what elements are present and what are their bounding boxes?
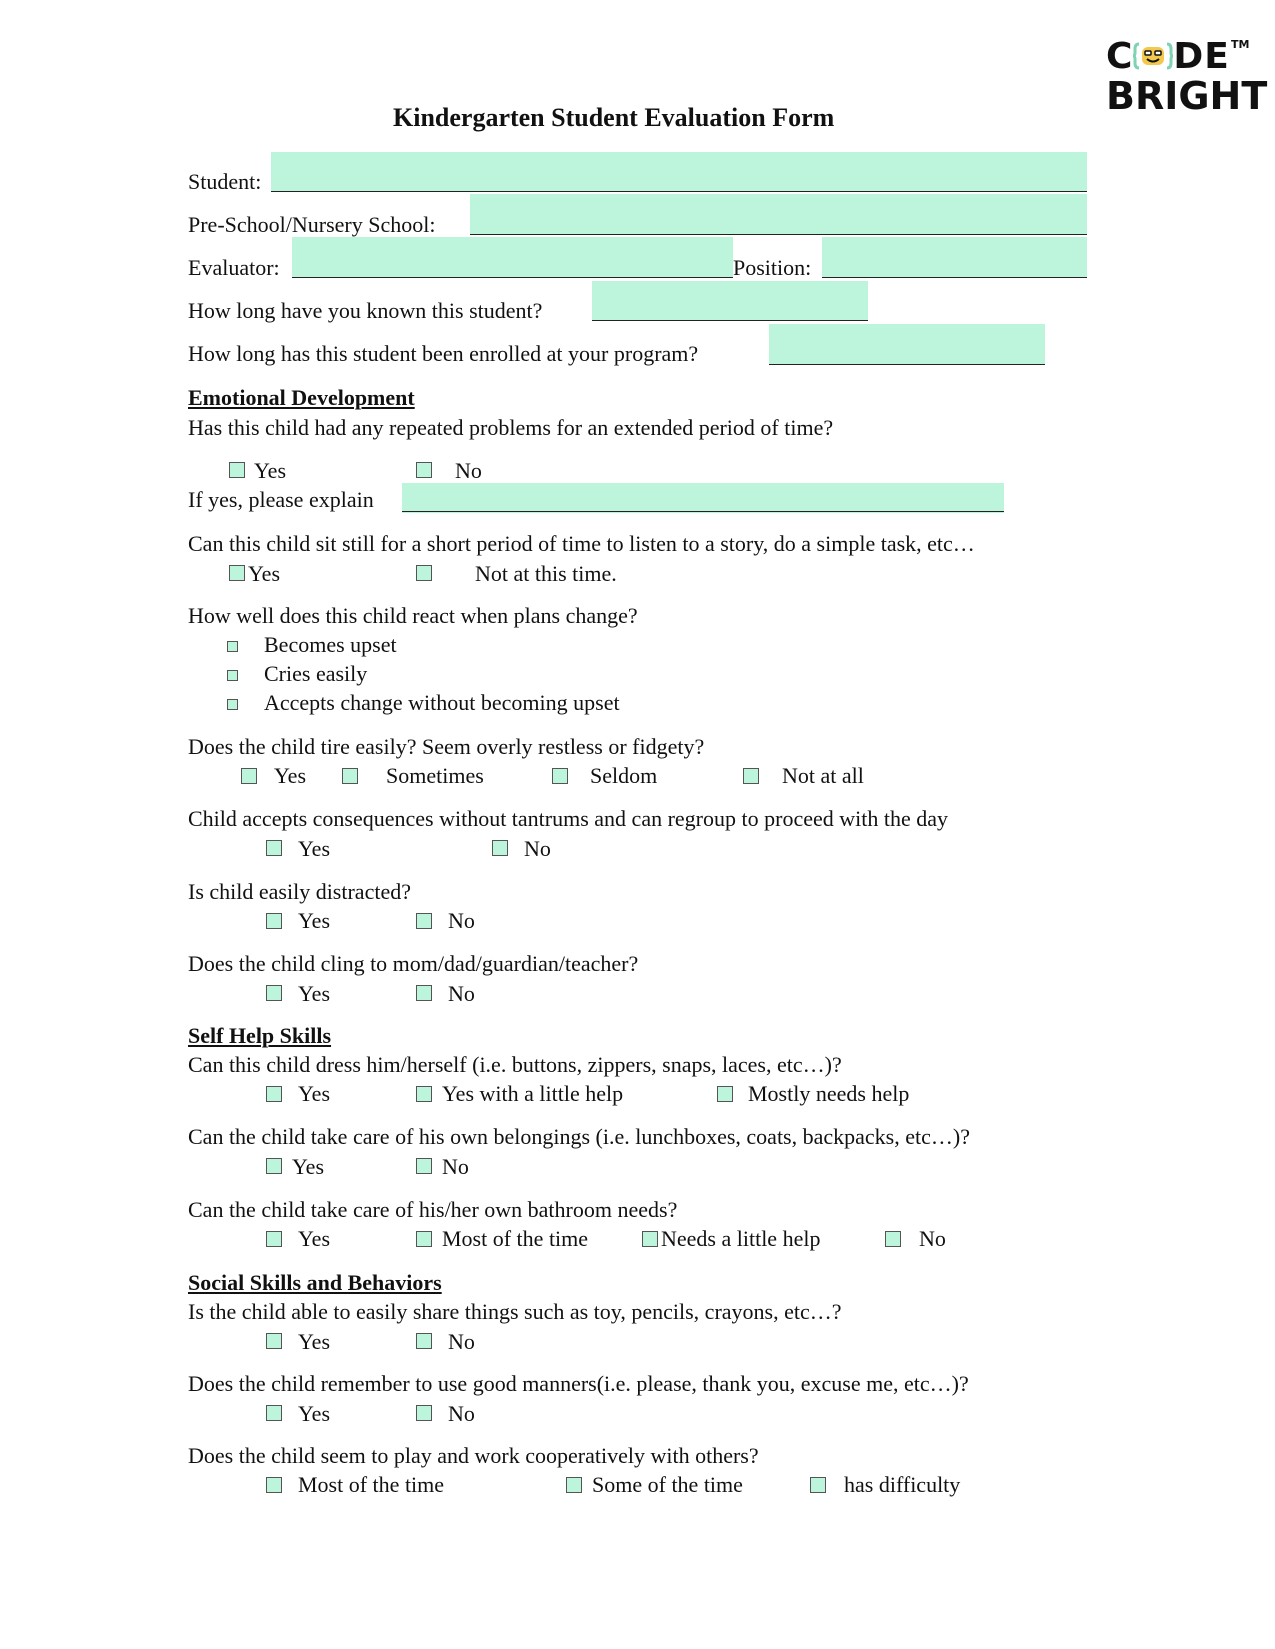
- selfhelp-q3-no-label: No: [919, 1226, 946, 1251]
- known-label: How long have you known this student?: [188, 298, 543, 323]
- explain-underline: [402, 511, 1004, 512]
- emotional-q5-yes-checkbox[interactable]: [266, 840, 282, 856]
- social-q3-most-label: Most of the time: [298, 1472, 445, 1497]
- selfhelp-q1-help-label: Yes with a little help: [442, 1081, 624, 1106]
- emotional-q4-question: Does the child tire easily? Seem overly restless or fidgety?: [188, 734, 705, 759]
- preschool-underline: [470, 234, 1087, 235]
- emotional-q1-yes-checkbox[interactable]: [229, 462, 245, 478]
- logo-bright: BRIGHT: [1106, 74, 1268, 118]
- emotional-q5-yes-label: Yes: [298, 836, 331, 861]
- known-input[interactable]: [592, 281, 868, 321]
- emotional-q6-no-label: No: [448, 908, 475, 933]
- selfhelp-q3-most-label: Most of the time: [442, 1226, 589, 1251]
- selfhelp-q1-yes-label: Yes: [298, 1081, 331, 1106]
- emotional-q2-yes-checkbox[interactable]: [229, 565, 245, 581]
- emotional-q2-question: Can this child sit still for a short period of time to listen to a story, do a simple task, etc…: [188, 531, 975, 556]
- emotional-heading: Emotional Development: [188, 385, 415, 410]
- emotional-q7-question: Does the child cling to mom/dad/guardian/teacher?: [188, 951, 639, 976]
- selfhelp-q3-needs-checkbox[interactable]: [642, 1231, 658, 1247]
- emotional-q5-no-checkbox[interactable]: [492, 840, 508, 856]
- selfhelp-q3-question: Can the child take care of his/her own bathroom needs?: [188, 1197, 678, 1222]
- evaluator-underline: [292, 277, 733, 278]
- selfhelp-q2-yes-label: Yes: [292, 1154, 325, 1179]
- form-title: Kindergarten Student Evaluation Form: [393, 103, 835, 132]
- social-q2-question: Does the child remember to use good manners(i.e. please, thank you, excuse me, etc…)?: [188, 1371, 969, 1396]
- selfhelp-q2-question: Can the child take care of his own belongings (i.e. lunchboxes, coats, backpacks, etc…)?: [188, 1124, 970, 1149]
- selfhelp-heading: Self Help Skills: [188, 1023, 332, 1048]
- preschool-input[interactable]: [470, 194, 1087, 234]
- selfhelp-q2-no-checkbox[interactable]: [416, 1158, 432, 1174]
- emotional-q4-seldom-checkbox[interactable]: [552, 768, 568, 784]
- logo-letters-de: DE: [1173, 36, 1230, 77]
- selfhelp-q2-yes-checkbox[interactable]: [266, 1158, 282, 1174]
- position-label: Position:: [733, 255, 812, 280]
- enrolled-label: How long has this student been enrolled at your program?: [188, 341, 699, 366]
- student-underline: [271, 191, 1087, 192]
- student-input[interactable]: [271, 152, 1087, 192]
- social-q2-no-checkbox[interactable]: [416, 1405, 432, 1421]
- emotional-q4-yes-checkbox[interactable]: [241, 768, 257, 784]
- social-heading: Social Skills and Behaviors: [188, 1270, 442, 1295]
- emotional-q1-question: Has this child had any repeated problems for an extended period of time?: [188, 415, 834, 440]
- evaluator-input[interactable]: [292, 237, 733, 277]
- emotional-q3-accepts-label: Accepts change without becoming upset: [264, 690, 620, 715]
- emotional-q4-yes-label: Yes: [274, 763, 307, 788]
- known-underline: [592, 320, 868, 321]
- emotional-q2-yes-label: Yes: [248, 561, 281, 586]
- social-q3-question: Does the child seem to play and work cooperatively with others?: [188, 1443, 759, 1468]
- emotional-q6-yes-checkbox[interactable]: [266, 913, 282, 929]
- social-q3-difficulty-label: has difficulty: [844, 1472, 961, 1497]
- explain-label: If yes, please explain: [188, 487, 374, 512]
- emotional-q4-notatall-label: Not at all: [782, 763, 864, 788]
- social-q1-question: Is the child able to easily share things such as toy, pencils, crayons, etc…?: [188, 1299, 842, 1324]
- preschool-label: Pre-School/Nursery School:: [188, 212, 436, 237]
- emotional-q6-question: Is child easily distracted?: [188, 879, 411, 904]
- explain-input[interactable]: [402, 483, 1004, 513]
- position-input[interactable]: [822, 237, 1087, 277]
- social-q2-yes-checkbox[interactable]: [266, 1405, 282, 1421]
- emotional-q6-yes-label: Yes: [298, 908, 331, 933]
- emotional-q3-cries-checkbox[interactable]: [227, 670, 238, 681]
- social-q2-yes-label: Yes: [298, 1401, 331, 1426]
- selfhelp-q1-question: Can this child dress him/herself (i.e. buttons, zippers, snaps, laces, etc…)?: [188, 1052, 842, 1077]
- emotional-q4-sometimes-label: Sometimes: [386, 763, 484, 788]
- social-q1-yes-checkbox[interactable]: [266, 1333, 282, 1349]
- logo-letter-c: C: [1106, 36, 1134, 77]
- emotional-q6-no-checkbox[interactable]: [416, 913, 432, 929]
- emotional-q1-no-checkbox[interactable]: [416, 462, 432, 478]
- selfhelp-q3-yes-label: Yes: [298, 1226, 331, 1251]
- selfhelp-q1-mostly-label: Mostly needs help: [748, 1081, 910, 1106]
- selfhelp-q2-no-label: No: [442, 1154, 469, 1179]
- social-q1-no-checkbox[interactable]: [416, 1333, 432, 1349]
- emotional-q7-no-label: No: [448, 981, 475, 1006]
- emotional-q7-yes-checkbox[interactable]: [266, 985, 282, 1001]
- selfhelp-q3-most-checkbox[interactable]: [416, 1231, 432, 1247]
- emotional-q2-not-label: Not at this time.: [475, 561, 617, 586]
- code-bright-logo: [1106, 38, 1267, 116]
- emotional-q1-yes-label: Yes: [254, 458, 287, 483]
- emotional-q1-no-label: No: [455, 458, 482, 483]
- emotional-q3-question: How well does this child react when plans change?: [188, 603, 638, 628]
- enrolled-input[interactable]: [769, 324, 1045, 364]
- social-q3-some-label: Some of the time: [592, 1472, 743, 1497]
- selfhelp-q3-yes-checkbox[interactable]: [266, 1231, 282, 1247]
- emotional-q7-yes-label: Yes: [298, 981, 331, 1006]
- emotional-q2-not-checkbox[interactable]: [416, 565, 432, 581]
- social-q1-no-label: No: [448, 1329, 475, 1354]
- logo-trademark: TM: [1231, 38, 1250, 51]
- emotional-q7-no-checkbox[interactable]: [416, 985, 432, 1001]
- emotional-q4-seldom-label: Seldom: [590, 763, 658, 788]
- social-q3-some-checkbox[interactable]: [566, 1477, 582, 1493]
- student-label: Student:: [188, 169, 262, 194]
- emotional-q5-no-label: No: [524, 836, 551, 861]
- social-q2-no-label: No: [448, 1401, 475, 1426]
- emotional-q3-accepts-checkbox[interactable]: [227, 699, 238, 710]
- emotional-q4-sometimes-checkbox[interactable]: [342, 768, 358, 784]
- logo-face-icon: [1133, 41, 1173, 71]
- position-underline: [822, 277, 1087, 278]
- selfhelp-q1-yes-checkbox[interactable]: [266, 1086, 282, 1102]
- emotional-q5-question: Child accepts consequences without tantrums and can regroup to proceed with the day: [188, 806, 948, 831]
- evaluator-label: Evaluator:: [188, 255, 280, 280]
- emotional-q3-upset-checkbox[interactable]: [227, 641, 238, 652]
- selfhelp-q3-no-checkbox[interactable]: [885, 1231, 901, 1247]
- social-q3-most-checkbox[interactable]: [266, 1477, 282, 1493]
- social-q1-yes-label: Yes: [298, 1329, 331, 1354]
- emotional-q4-notatall-checkbox[interactable]: [743, 768, 759, 784]
- social-q3-difficulty-checkbox[interactable]: [810, 1477, 826, 1493]
- selfhelp-q1-mostly-checkbox[interactable]: [717, 1086, 733, 1102]
- emotional-q3-cries-label: Cries easily: [264, 661, 368, 686]
- emotional-q3-upset-label: Becomes upset: [264, 632, 397, 657]
- selfhelp-q3-needs-label: Needs a little help: [661, 1226, 821, 1251]
- enrolled-underline: [769, 364, 1045, 365]
- selfhelp-q1-help-checkbox[interactable]: [416, 1086, 432, 1102]
